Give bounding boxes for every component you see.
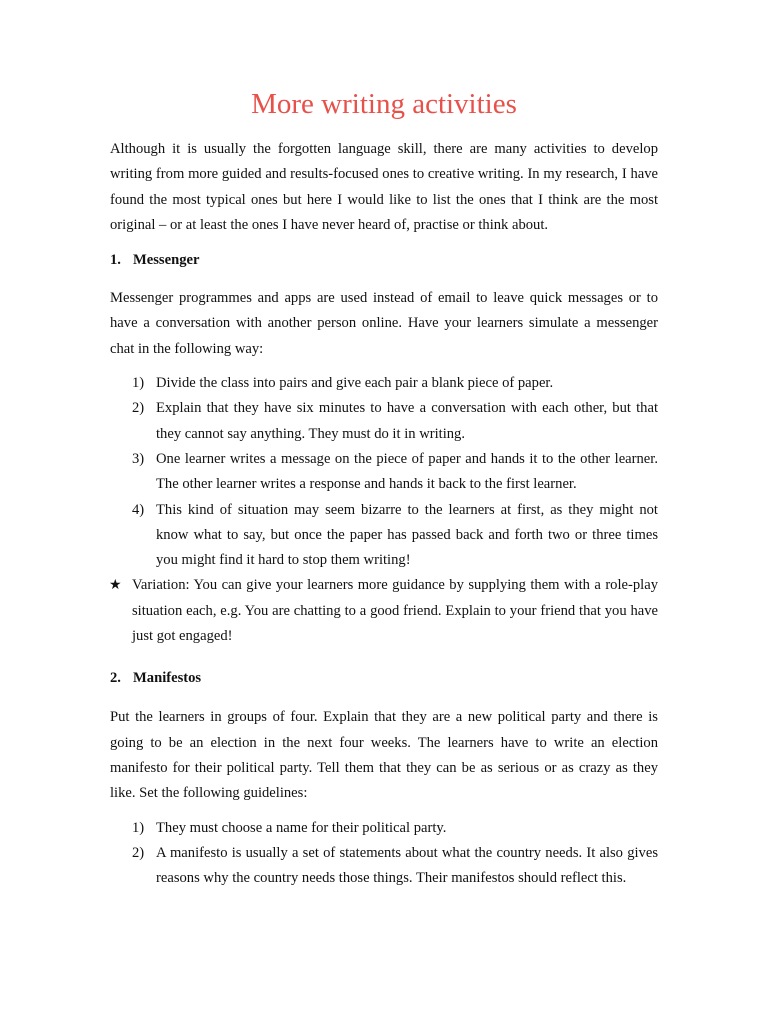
list-marker: 4) (132, 501, 145, 518)
variation-note (110, 573, 658, 649)
steps-list (110, 371, 658, 573)
list-marker: 2) (132, 400, 145, 417)
section-paragraph: Messenger programmes and apps are used instead of email to leave quick messages or to have a conversation with another person online. Have your learners simulate a messenger chat in the following way: (110, 290, 658, 357)
list-item (110, 371, 658, 396)
list-item (110, 396, 658, 447)
section-number: 2. (110, 670, 121, 687)
list-item-text: A manifesto is usually a set of statements about what the country needs. It also gives reasons why the country needs those things. Their manifestos should reflect this. (156, 844, 658, 887)
list-item (110, 447, 658, 498)
list-item-text: One learner writes a message on the piece of paper and hands it to the other learner. The other learner writes a response and hands it back to the first learner. (156, 450, 658, 493)
list-item (110, 816, 658, 841)
section-messenger (110, 248, 658, 649)
section-title: Messenger (133, 252, 200, 269)
variation-text: Variation: You can give your learners more guidance by supplying them with a role-play situation each, e.g. You are chatting to a good friend. Explain to your friend that you have just got engaged! (132, 577, 658, 645)
list-item-text: They must choose a name for their political party. (156, 819, 447, 836)
section-manifestos (110, 666, 658, 891)
section-heading (110, 248, 658, 273)
star-icon: ★ (109, 577, 122, 594)
section-paragraph: Put the learners in groups of four. Explain that they are a new political party and there is going to be an election in the next four weeks. The learners have to write an election manifesto for their political party. Tell them that they can be as serious or as crazy as they like. Set the following guidelines: (110, 709, 658, 802)
list-item (110, 841, 658, 892)
section-title: Manifestos (133, 670, 202, 687)
document-title: More writing activities (251, 88, 517, 120)
section-number: 1. (110, 252, 121, 269)
list-item-text: Explain that they have six minutes to have a conversation with each other, but that they cannot say anything. They must do it in writing. (156, 400, 658, 442)
list-marker: 1) (132, 375, 145, 392)
list-item-text: This kind of situation may seem bizarre to the learners at first, as they might not know what to say, but once the paper has passed back and forth two or three times you might find it hard to stop them writing! (156, 501, 658, 569)
document-page (110, 82, 658, 891)
list-marker: 1) (132, 819, 145, 836)
steps-list (110, 816, 658, 892)
list-marker: 2) (132, 844, 145, 861)
list-marker: 3) (132, 450, 145, 467)
list-item-text: Divide the class into pairs and give each pair a blank piece of paper. (156, 375, 554, 392)
list-item (110, 498, 658, 574)
section-heading (110, 666, 658, 691)
intro-paragraph: Although it is usually the forgotten language skill, there are many activities to develop writing from more guided and results-focused ones to creative writing. In my research, I have found the most typical ones but here I would like to list the ones that I think are the most original – or at least the ones I have never heard of, practise or think about. (110, 141, 658, 233)
